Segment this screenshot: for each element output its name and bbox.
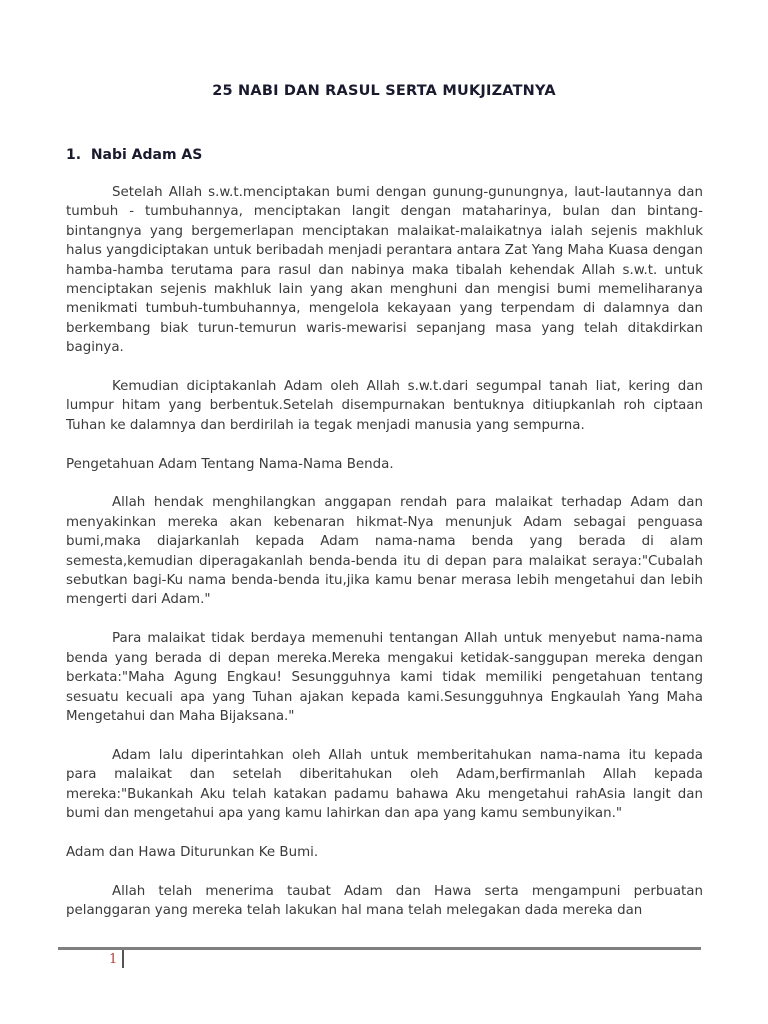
section-heading-text: Nabi Adam AS xyxy=(90,147,203,163)
paragraph: Kemudian diciptakanlah Adam oleh Allah s.w.t.dari segumpal tanah liat, kering dan lumpur hitam yang berbentuk.Setelah disempurnakan bentuknya ditiupkanlah roh ciptaan Tuhan ke dalamnya dan berdirilah ia tegak menjadi manusia yang sempurna. xyxy=(66,379,703,433)
subheading: Pengetahuan Adam Tentang Nama-Nama Benda. xyxy=(66,456,394,472)
page-number: 1 xyxy=(109,952,118,967)
page-number-bar xyxy=(122,950,124,968)
paragraph: Allah telah menerima taubat Adam dan Hawa serta mengampuni perbuatan pelanggaran yang mereka telah lakukan hal mana telah melegakan dada mereka dan xyxy=(66,883,703,918)
paragraph: Adam lalu diperintahkan oleh Allah untuk memberitahukan nama-nama itu kepada para malaikat dan setelah diberitahukan oleh Adam,berfirmanlah Allah kepada mereka:"Bukankah Aku telah katakan padamu bahawa Aku mengetahui rahAsia langit dan bumi dan mengetahui apa yang kamu lahirkan dan apa yang kamu sembunyikan." xyxy=(66,747,703,821)
footer-divider xyxy=(58,947,701,950)
paragraph: Allah hendak menghilangkan anggapan rendah para malaikat terhadap Adam dan menyakinkan mereka akan kebenaran hikmat-Nya menunjuk Adam sebagai penguasa bumi,maka diajarkanlah kepada Adam nama-nama benda yang berada di alam semesta,kemudian diperagakanlah benda-benda itu di depan para malaikat seraya:"Cubalah sebutkan bagi-Ku nama benda-benda itu,jika kamu benar merasa lebih mengetahui dan lebih mengerti dari Adam." xyxy=(66,495,703,608)
document-body xyxy=(66,183,703,940)
section-heading xyxy=(66,147,202,163)
section-number: 1. xyxy=(66,147,82,163)
paragraph: Para malaikat tidak berdaya memenuhi tentangan Allah untuk menyebut nama-nama benda yang berada di depan mereka.Mereka mengakui ketidak-sanggupan mereka dengan berkata:"Maha Agung Engkau! Sesungguhnya kami tidak memiliki pengetahuan tentang sesuatu kecuali apa yang Tuhan ajakan kepada kami.Sesungguhnya Engkaulah Yang Maha Mengetahui dan Maha Bijaksana." xyxy=(66,631,703,724)
subheading: Adam dan Hawa Diturunkan Ke Bumi. xyxy=(66,844,319,860)
page-title: 25 NABI DAN RASUL SERTA MUKJIZATNYA xyxy=(212,83,556,99)
paragraph: Setelah Allah s.w.t.menciptakan bumi dengan gunung-gunungnya, laut-lautannya dan tumbuh - tumbuhannya, menciptakan langit dengan mataharinya, bulan dan bintang-bintangnya yang bergemerlapan menciptakan malaikat-malaikatnya ialah sejenis makhluk halus yangdiciptakan untuk beribadah menjadi perantara antara Zat Yang Maha Kuasa dengan hamba-hamba terutama para rasul dan nabinya maka tibalah kehendak Allah s.w.t. untuk menciptakan sejenis makhluk lain yang akan menghuni dan mengisi bumi memeliharanya menikmati tumbuh-tumbuhannya, mengelola kekayaan yang terpendam di dalamnya dan berkembang biak turun-temurun waris-mewarisi sepanjang masa yang telah ditakdirkan baginya. xyxy=(66,185,703,356)
